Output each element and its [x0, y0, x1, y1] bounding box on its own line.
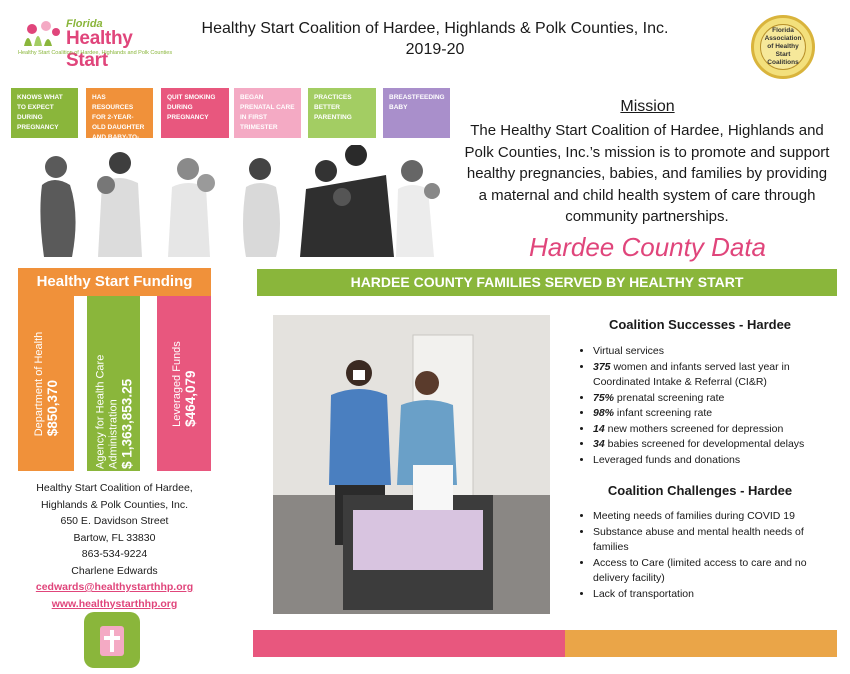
footer-bar-pink — [253, 630, 565, 657]
list-item: • Meeting needs of families during COVID 19 — [593, 509, 838, 525]
tile-parenting: PRACTICES BETTER PARENTING — [308, 88, 376, 138]
staff-photo-image — [273, 315, 550, 614]
list-item: • Lack of transportation — [593, 587, 838, 603]
mission-text: The Healthy Start Coalition of Hardee, Highlands and Polk Counties, Inc.’s mission is to promote and support healthy pregnancies, babies, and families by providing a maternal and child health system of care through community partnerships. — [464, 122, 830, 225]
tile-breastfeeding: BREASTFEEDING BABY — [383, 88, 450, 138]
footer-bar-orange — [565, 630, 837, 657]
challenges-heading: Coalition Challenges - Hardee — [607, 483, 793, 498]
list-item: • 375 women and infants served last year in Coordinated Intake & Referral (CI&R) — [593, 360, 838, 391]
list-item: • 34 babies screened for developmental delays — [593, 437, 838, 453]
successes-list — [571, 344, 838, 468]
list-item: • 14 new mothers screened for depression — [593, 422, 838, 438]
faith-cross-icon — [84, 612, 140, 668]
contact-org-1: Healthy Start Coalition of Hardee, — [36, 482, 193, 494]
logo-tagline: Healthy Start Coalition of Hardee, Highlands and Polk Counties — [18, 50, 173, 56]
mission-heading: Mission — [620, 98, 675, 115]
title-line-2: 2019-20 — [405, 41, 465, 58]
member-seal — [751, 15, 815, 79]
funding-bar-leveraged — [157, 296, 211, 471]
funding-amount-doh: $850,370 — [45, 379, 60, 436]
funding-bar-doh — [18, 296, 74, 471]
funding-heading: Healthy Start Funding — [18, 268, 211, 296]
tile-prenatal-care: BEGAN PRENATAL CARE IN FIRST TRIMESTER — [234, 88, 301, 138]
funding-label-ahca: Agency for Health Care Administration — [94, 354, 119, 469]
funding-label-doh: Department of Health — [33, 331, 45, 436]
email-link[interactable]: cedwards@healthystarthhp.org — [35, 581, 194, 593]
contact-org-2: Highlands & Polk Counties, Inc. — [40, 498, 189, 511]
tile-resources: HAS RESOURCES FOR 2-YEAR-OLD DAUGHTER AND BABY-TO-BE — [86, 88, 153, 138]
list-item: • Leveraged funds and donations — [593, 453, 838, 469]
contact-phone: 863-534-9224 — [81, 548, 148, 560]
challenges-list — [571, 509, 838, 602]
funding-amount-leveraged: $464,079 — [183, 370, 198, 427]
funding-label-leveraged: Leveraged Funds — [171, 340, 183, 427]
logo-state: Florida — [66, 18, 103, 30]
families-served-banner: HARDEE COUNTY FAMILIES SERVED BY HEALTHY START — [257, 269, 837, 296]
seal-text: Florida Association of Healthy Start Coalitions — [764, 27, 802, 66]
logo-name: Healthy Start — [66, 28, 133, 71]
contact-street: 650 E. Davidson Street — [60, 515, 169, 527]
page-title — [180, 18, 690, 60]
tile-expect: KNOWS WHAT TO EXPECT DURING PREGNANCY — [11, 88, 78, 138]
list-item: • Virtual services — [593, 344, 838, 360]
contact-name: Charlene Edwards — [71, 564, 158, 577]
list-item: • 75% prenatal screening rate — [593, 391, 838, 407]
staff-photo — [273, 315, 550, 614]
contact-block — [18, 480, 211, 612]
successes-heading: Coalition Successes - Hardee — [608, 317, 792, 332]
tulip-logo-icon — [20, 20, 64, 48]
contact-city: Bartow, FL 33830 — [73, 531, 156, 544]
website-link[interactable]: www.healthystarthhp.org — [51, 597, 178, 610]
county-heading: Hardee County Data — [528, 232, 767, 262]
title-line-1: Healthy Start Coalition of Hardee, Highlands & Polk Counties, Inc. — [201, 20, 669, 37]
healthy-start-logo — [18, 16, 173, 71]
funding-amount-ahca: $ 1,363,853.25 — [119, 378, 134, 469]
list-item: • Access to Care (limited access to care and no delivery facility) — [593, 556, 838, 587]
tile-quit-smoking: QUIT SMOKING DURING PREGNANCY — [161, 88, 229, 138]
list-item: • Substance abuse and mental health needs of families — [593, 525, 838, 556]
list-item: • 98% infant screening rate — [593, 406, 838, 422]
families-photo-strip — [14, 145, 454, 260]
funding-bar-ahca — [87, 296, 140, 471]
